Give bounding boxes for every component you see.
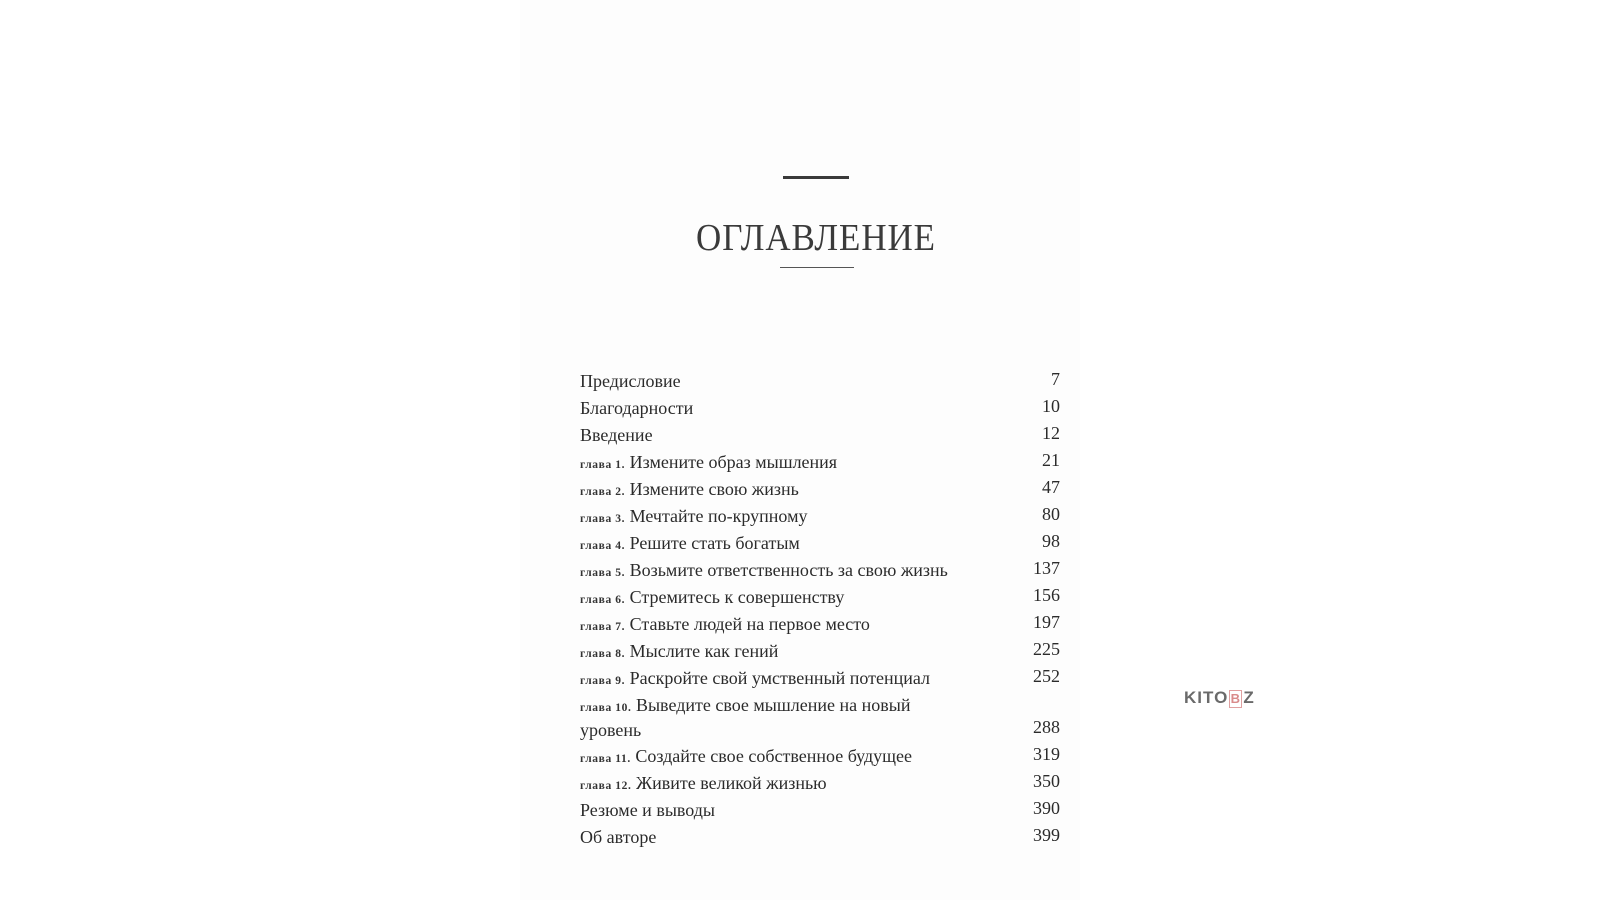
toc-entry-label — [580, 370, 985, 395]
entry-title: Об авторе — [580, 827, 657, 847]
chapter-number: глава 8. — [580, 648, 626, 660]
toc-entry-label — [580, 586, 985, 611]
toc-entry-label — [580, 667, 985, 692]
toc-entry-chapter-12 — [580, 770, 1060, 797]
chapter-number: глава 9. — [580, 675, 626, 687]
entry-title: Возьмите ответственность за свою жизнь — [629, 560, 948, 580]
chapter-number: глава 12. — [580, 780, 632, 792]
toc-entry-chapter-8 — [580, 638, 1060, 665]
toc-entry-introduction — [580, 422, 1060, 449]
entry-title: Предисловие — [580, 371, 681, 391]
page-number: 98 — [1042, 531, 1060, 551]
table-of-contents — [580, 368, 1060, 851]
toc-entry-label — [580, 613, 985, 638]
toc-entry-label — [580, 559, 985, 584]
chapter-number: глава 2. — [580, 486, 626, 498]
page-number: 156 — [1033, 585, 1060, 605]
toc-entry-chapter-9 — [580, 665, 1060, 692]
toc-entry-label — [580, 532, 985, 557]
page-title: ОГЛАВЛЕНИЕ — [696, 217, 936, 259]
page-number: 288 — [1033, 717, 1060, 737]
chapter-number: глава 3. — [580, 513, 626, 525]
entry-title: Живите великой жизнью — [635, 773, 827, 793]
entry-title: Ставьте людей на первое место — [629, 614, 870, 634]
watermark-box-letter: B — [1230, 690, 1241, 706]
toc-entry-chapter-5 — [580, 557, 1060, 584]
page-number: 319 — [1033, 744, 1060, 764]
toc-entry-chapter-10 — [580, 692, 1060, 743]
toc-entry-label — [580, 505, 985, 530]
toc-entry-summary — [580, 797, 1060, 824]
top-decorative-rule — [783, 176, 849, 179]
chapter-number: глава 10. — [580, 702, 632, 714]
toc-entry-chapter-3 — [580, 503, 1060, 530]
entry-title: Мыслите как гений — [629, 641, 779, 661]
page-number: 399 — [1033, 825, 1060, 845]
entry-title: Резюме и выводы — [580, 800, 716, 820]
page-number: 7 — [1051, 369, 1060, 389]
entry-title: Измените свою жизнь — [629, 479, 799, 499]
toc-entry-label — [580, 745, 985, 770]
toc-entry-chapter-1 — [580, 449, 1060, 476]
toc-entry-label — [580, 424, 985, 449]
entry-title: Мечтайте по-крупному — [629, 506, 808, 526]
toc-entry-label — [580, 478, 985, 503]
page-number: 21 — [1042, 450, 1060, 470]
toc-entry-chapter-4 — [580, 530, 1060, 557]
toc-entry-preface — [580, 368, 1060, 395]
entry-title: Выведите свое мышление на новый уровень — [580, 695, 911, 740]
chapter-number: глава 1. — [580, 459, 626, 471]
toc-entry-label — [580, 694, 970, 741]
page-number: 252 — [1033, 666, 1060, 686]
page-number: 10 — [1042, 396, 1060, 416]
entry-title: Раскройте свой умственный потенциал — [629, 668, 930, 688]
toc-entry-label — [580, 799, 985, 824]
page-number: 47 — [1042, 477, 1060, 497]
page-number: 225 — [1033, 639, 1060, 659]
toc-entry-chapter-11 — [580, 743, 1060, 770]
entry-title: Решите стать богатым — [629, 533, 800, 553]
chapter-number: глава 11. — [580, 753, 631, 765]
chapter-number: глава 6. — [580, 594, 626, 606]
page-number: 390 — [1033, 798, 1060, 818]
toc-entry-chapter-7 — [580, 611, 1060, 638]
toc-entry-label — [580, 826, 985, 851]
page-number: 350 — [1033, 771, 1060, 791]
watermark-text-start: KITO — [1184, 688, 1229, 707]
toc-entry-acknowledgements — [580, 395, 1060, 422]
entry-title: Стремитесь к совершенству — [629, 587, 845, 607]
chapter-number: глава 5. — [580, 567, 626, 579]
watermark-text-end: Z — [1243, 688, 1255, 707]
chapter-number: глава 4. — [580, 540, 626, 552]
entry-title: Благодарности — [580, 398, 694, 418]
entry-title: Создайте свое собственное будущее — [635, 746, 913, 766]
watermark-logo — [1184, 688, 1255, 708]
page-number: 80 — [1042, 504, 1060, 524]
entry-title: Введение — [580, 425, 653, 445]
toc-entry-chapter-6 — [580, 584, 1060, 611]
entry-title: Измените образ мышления — [629, 452, 838, 472]
toc-entry-chapter-2 — [580, 476, 1060, 503]
page-number: 137 — [1033, 558, 1060, 578]
page-number: 12 — [1042, 423, 1060, 443]
toc-entry-label — [580, 772, 985, 797]
title-underline — [780, 267, 854, 268]
page-number: 197 — [1033, 612, 1060, 632]
chapter-number: глава 7. — [580, 621, 626, 633]
toc-entry-label — [580, 640, 985, 665]
toc-entry-label — [580, 451, 985, 476]
toc-entry-about-author — [580, 824, 1060, 851]
toc-entry-label — [580, 397, 985, 422]
